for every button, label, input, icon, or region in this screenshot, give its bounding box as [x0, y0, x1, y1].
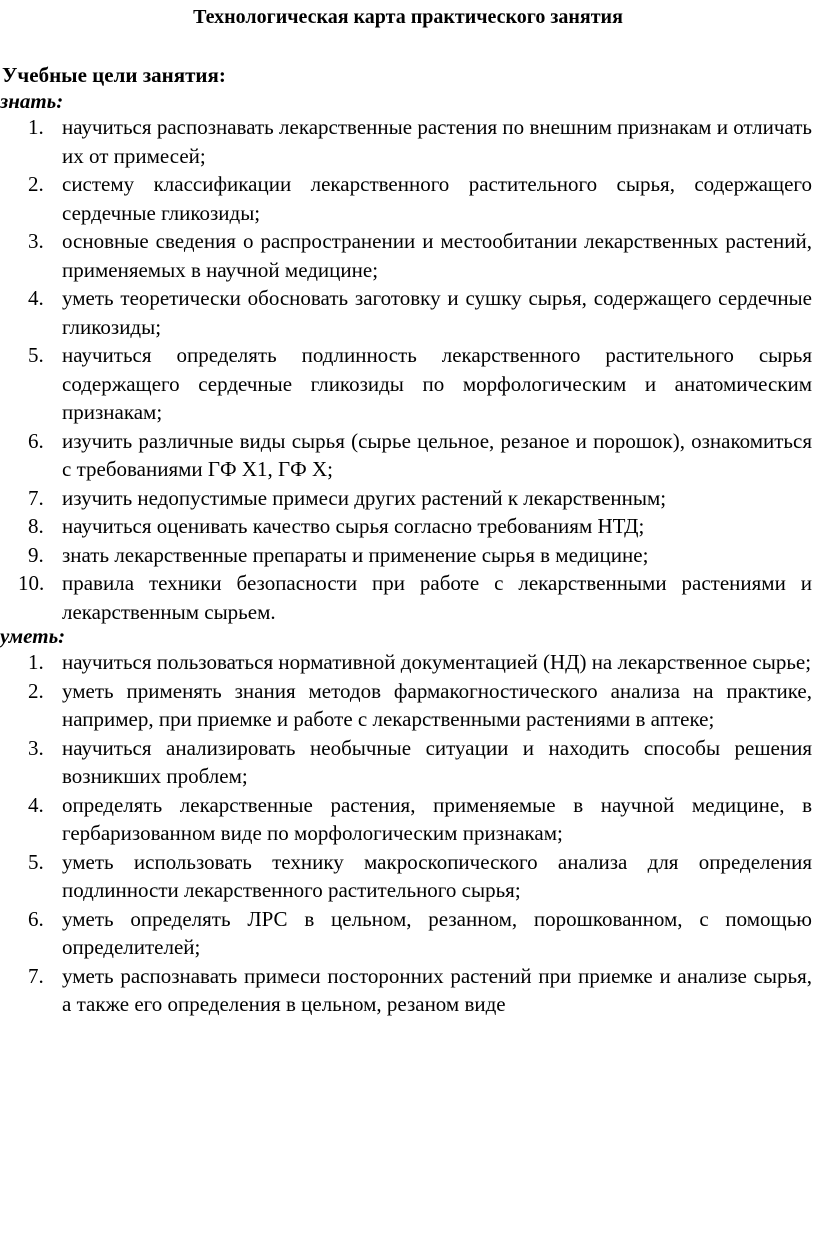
list-item — [0, 541, 816, 570]
item-number: 4. — [28, 286, 44, 310]
item-text: научиться распознавать лекарственные растения по внешним признакам и отличать их от примесей; — [62, 115, 812, 168]
section-heading-learning-goals: Учебные цели занятия: — [2, 63, 226, 87]
item-number: 2. — [28, 678, 44, 703]
item-number: 9. — [28, 542, 44, 567]
subheading-skills: уметь: — [0, 624, 66, 648]
subheading-know: знать: — [0, 89, 64, 113]
item-text: научиться определять подлинность лекарственного растительного сырья содержащего сердечные гликозиды по морфологическим и анатомическим признакам; — [62, 343, 812, 424]
item-number: 1. — [28, 650, 44, 674]
list-item — [0, 962, 816, 1019]
item-number: 3. — [28, 735, 44, 760]
document-title: Технологическая карта практического занятия — [193, 6, 623, 28]
item-number: 10. — [18, 571, 45, 595]
skills-list — [0, 648, 816, 1019]
item-number: 6. — [28, 906, 44, 931]
list-item — [0, 734, 816, 791]
item-text: научиться пользоваться нормативной документацией (НД) на лекарственное сырье; — [62, 650, 812, 674]
know-list — [0, 113, 816, 626]
item-text: уметь использовать технику макроскопического анализа для определения подлинности лекарственного растительного сырья; — [62, 849, 812, 902]
item-text: научиться оценивать качество сырья согласно требованиям НТД; — [62, 514, 645, 538]
item-text: знать лекарственные препараты и применение сырья в медицине; — [62, 542, 649, 567]
list-item — [0, 677, 816, 734]
item-text: правила техники безопасности при работе с лекарственными растениями и лекарственным сырьем. — [62, 571, 812, 624]
list-item — [0, 113, 816, 170]
list-item — [0, 791, 816, 848]
list-item — [0, 905, 816, 962]
item-text: уметь теоретически обосновать заготовку и сушку сырья, содержащего сердечные гликозиды; — [62, 286, 812, 339]
list-item — [0, 427, 816, 484]
item-text: изучить различные виды сырья (сырье цельное, резаное и порошок), ознакомиться с требованиями ГФ Х1, ГФ Х; — [62, 428, 812, 481]
list-item — [0, 484, 816, 513]
item-number: 5. — [28, 343, 44, 367]
item-number: 3. — [28, 229, 44, 253]
list-item — [0, 170, 816, 227]
list-item — [0, 848, 816, 905]
item-text: определять лекарственные растения, применяемые в научной медицине, в гербаризованном виде по морфологическим признакам; — [62, 792, 812, 845]
list-item — [0, 341, 816, 427]
list-item — [0, 648, 816, 677]
item-text: уметь применять знания методов фармакогностического анализа на практике, например, при приемке и работе с лекарственными растениями в аптеке; — [62, 678, 812, 731]
item-number: 1. — [28, 115, 44, 139]
item-text: уметь распознавать примеси посторонних растений при приемке и анализе сырья, а также его определения в цельном, резаном виде — [62, 963, 812, 1016]
item-text: уметь определять ЛРС в цельном, резанном, порошкованном, с помощью определителей; — [62, 906, 812, 959]
item-number: 7. — [28, 485, 44, 510]
item-number: 2. — [28, 172, 44, 196]
item-number: 4. — [28, 792, 44, 817]
list-item — [0, 284, 816, 341]
list-item — [0, 569, 816, 626]
item-text: систему классификации лекарственного растительного сырья, содержащего сердечные гликозиды; — [62, 172, 812, 225]
item-text: основные сведения о распространении и местообитании лекарственных растений, применяемых в научной медицине; — [62, 229, 812, 282]
item-text: научиться анализировать необычные ситуации и находить способы решения возникших проблем; — [62, 735, 812, 788]
item-number: 8. — [28, 514, 44, 538]
item-number: 7. — [28, 963, 44, 988]
list-item — [0, 227, 816, 284]
list-item — [0, 512, 816, 541]
item-number: 6. — [28, 428, 44, 453]
item-number: 5. — [28, 849, 44, 874]
item-text: изучить недопустимые примеси других растений к лекарственным; — [62, 485, 667, 510]
